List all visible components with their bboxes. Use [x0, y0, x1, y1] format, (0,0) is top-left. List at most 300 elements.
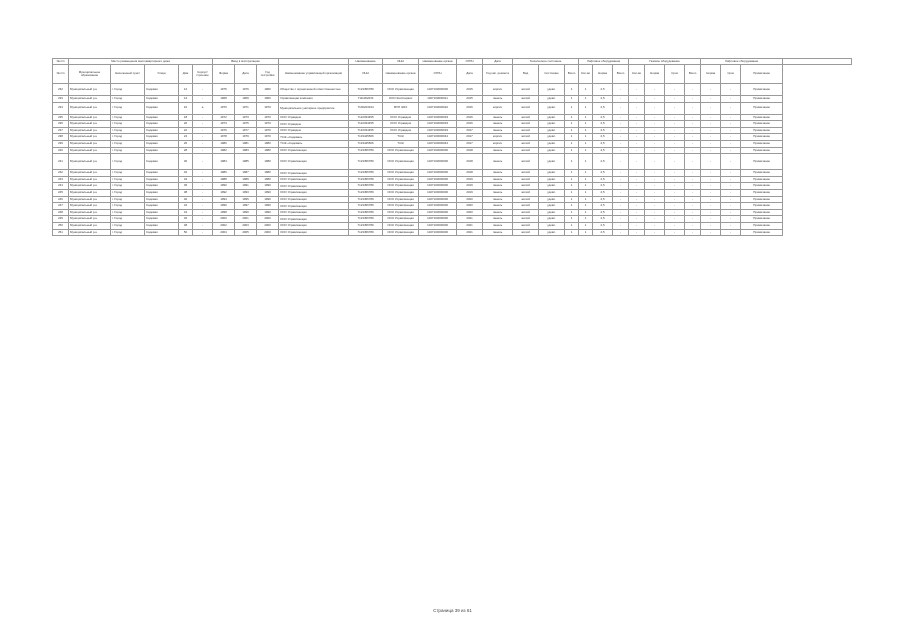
table-cell: - — [665, 216, 685, 223]
table-cell: - — [645, 102, 665, 114]
table-cell: г. Город — [111, 203, 145, 210]
table-cell: жилой — [513, 147, 539, 154]
table-cell: удовл. — [539, 222, 565, 229]
table-cell: 1987 — [235, 170, 257, 177]
table-cell: ООО Управляющая — [279, 209, 349, 216]
table-cell: Муниципальный р-н — [69, 140, 111, 147]
table-cell: Примечание — [741, 121, 783, 128]
table-cell: Муниципальный р-н — [69, 229, 111, 236]
table-cell: 1974 — [213, 121, 235, 128]
table-cell: г. Город — [111, 189, 145, 196]
table-cell: - — [613, 114, 629, 121]
table-cell: г. Город — [111, 229, 145, 236]
column-header-5: Корпус/строение — [193, 65, 213, 84]
column-header-2: Населенный пункт — [111, 65, 145, 84]
table-cell: Примечание — [741, 183, 783, 190]
table-cell: - — [721, 222, 741, 229]
column-header-22: Норма — [645, 65, 665, 84]
table-cell: - — [701, 196, 721, 203]
table-cell: - — [701, 216, 721, 223]
table-cell: Муниципальный р-н — [69, 134, 111, 141]
column-header-16: Состояние — [539, 65, 565, 84]
table-cell: - — [645, 222, 665, 229]
table-cell: - — [645, 203, 665, 210]
table-cell: 1 — [579, 154, 593, 170]
table-cell: г. Город — [111, 183, 145, 190]
table-cell: г. Город — [111, 209, 145, 216]
table-cell: - — [613, 229, 629, 236]
table-cell: - — [685, 84, 701, 96]
table-cell: 1 — [579, 189, 593, 196]
table-cell: - — [685, 203, 701, 210]
table-cell: 2,5 — [593, 229, 613, 236]
table-cell: 7123456789 — [349, 209, 383, 216]
table-cell: - — [721, 183, 741, 190]
table-cell: 1970 — [257, 121, 279, 128]
column-header-4: Дом — [179, 65, 193, 84]
table-cell: - — [629, 176, 645, 183]
table-cell: 1990 — [257, 183, 279, 190]
table-cell: 232 — [53, 84, 69, 96]
table-cell: 2003 — [235, 222, 257, 229]
table-cell: 2,5 — [593, 114, 613, 121]
table-cell: 1 — [579, 96, 593, 103]
table-cell: - — [645, 114, 665, 121]
table-row — [53, 84, 852, 96]
table-cell: 2,5 — [593, 154, 613, 170]
table-cell: удовл. — [539, 183, 565, 190]
table-cell: 22 — [179, 127, 193, 134]
table-cell: жилой — [513, 189, 539, 196]
table-cell: 34 — [179, 176, 193, 183]
table-cell: жилой — [513, 134, 539, 141]
table-cell: - — [193, 216, 213, 223]
table-cell: удовл. — [539, 170, 565, 177]
table-cell: 1 — [565, 222, 579, 229]
table-row — [53, 147, 852, 154]
table-cell: Примечание — [741, 209, 783, 216]
table-cell: 1975 — [235, 121, 257, 128]
table-cell: 1 — [579, 203, 593, 210]
table-cell: 1 — [565, 170, 579, 177]
header-group-g_ogrn: ОГРН — [457, 59, 483, 65]
table-cell: 32 — [179, 170, 193, 177]
column-header-15: Вид — [513, 65, 539, 84]
table-cell: 46 — [179, 216, 193, 223]
table-cell: 1971 — [235, 102, 257, 114]
table-cell: - — [613, 154, 629, 170]
table-cell: удовл. — [539, 147, 565, 154]
table-cell: 26 — [179, 140, 193, 147]
table-row — [53, 229, 852, 236]
table-cell: 7133445566 — [349, 134, 383, 141]
table-cell: - — [685, 114, 701, 121]
table-cell: 240 — [53, 147, 69, 154]
table-cell: 7123456789 — [349, 196, 383, 203]
table-cell: ООО Управдом — [279, 114, 349, 121]
table-cell: 2018 — [457, 170, 483, 177]
table-cell: - — [629, 189, 645, 196]
table-cell: - — [685, 140, 701, 147]
table-row — [53, 170, 852, 177]
table-row — [53, 127, 852, 134]
table-cell: 239 — [53, 140, 69, 147]
header-group-g_addr: Наименование — [349, 59, 383, 65]
table-cell: - — [685, 127, 701, 134]
table-cell: удовл. — [539, 114, 565, 121]
table-cell: 24 — [179, 134, 193, 141]
table-cell: - — [721, 121, 741, 128]
table-cell: - — [629, 114, 645, 121]
table-cell: - — [629, 209, 645, 216]
table-cell: - — [721, 170, 741, 177]
table-cell: 2001 — [235, 216, 257, 223]
table-cell: 2,5 — [593, 216, 613, 223]
table-cell: панель — [483, 196, 513, 203]
column-header-11: Наименование органа — [383, 65, 419, 84]
table-cell: Муниципальный р-н — [69, 121, 111, 128]
table-cell: Садовая — [145, 229, 179, 236]
table-cell: - — [685, 209, 701, 216]
table-cell: 2021 — [457, 216, 483, 223]
table-cell: - — [193, 176, 213, 183]
table-cell: ООО Управляющая — [383, 84, 419, 96]
table-cell: 1976 — [235, 84, 257, 96]
table-cell: 2,5 — [593, 222, 613, 229]
table-cell: 2,5 — [593, 147, 613, 154]
table-cell: удовл. — [539, 176, 565, 183]
table-cell: 1960 — [257, 84, 279, 96]
table-cell: удовл. — [539, 216, 565, 223]
table-cell: - — [721, 127, 741, 134]
table-cell: панель — [483, 127, 513, 134]
table-cell: 2020 — [457, 196, 483, 203]
table-cell: 244 — [53, 183, 69, 190]
table-cell: - — [645, 96, 665, 103]
page-footer: Страница 39 из 61 — [433, 608, 472, 613]
table-cell: г. Город — [111, 127, 145, 134]
table-cell: 7122334455 — [349, 127, 383, 134]
table-cell: ООО Управляющая — [279, 196, 349, 203]
table-cell: ООО Управляющая — [279, 183, 349, 190]
table-cell: г. Город — [111, 170, 145, 177]
table-cell: 1992 — [213, 189, 235, 196]
table-cell: - — [613, 189, 629, 196]
table-cell: - — [193, 121, 213, 128]
table-cell: ТСЖ «Садовая» — [279, 134, 349, 141]
table-cell: 1984 — [213, 154, 235, 170]
table-cell: 1027100000022 — [419, 102, 457, 114]
table-cell: 247 — [53, 203, 69, 210]
table-cell: ООО Управляющая — [279, 170, 349, 177]
table-cell: 235 — [53, 114, 69, 121]
table-cell: - — [629, 96, 645, 103]
table-cell: Муниципальный р-н — [69, 216, 111, 223]
table-cell: удовл. — [539, 189, 565, 196]
table-cell: жилой — [513, 229, 539, 236]
table-cell: ООО Управдом — [279, 121, 349, 128]
table-cell: - — [645, 121, 665, 128]
table-cell: 1027100000000 — [419, 147, 457, 154]
table-cell: - — [665, 114, 685, 121]
table-cell: - — [193, 170, 213, 177]
table-cell: ООО Управляющая — [383, 222, 419, 229]
table-cell: - — [645, 154, 665, 170]
table-cell: - — [721, 114, 741, 121]
table-cell: 2019 — [457, 183, 483, 190]
table-cell: 2015 — [457, 84, 483, 96]
table-cell: 1 — [565, 189, 579, 196]
table-cell: 2015 — [457, 96, 483, 103]
table-cell: Муниципальный р-н — [69, 203, 111, 210]
table-row — [53, 176, 852, 183]
table-cell: - — [721, 203, 741, 210]
table-cell: 2019 — [457, 176, 483, 183]
table-cell: 1 — [565, 96, 579, 103]
table-cell: панель — [483, 170, 513, 177]
table-cell: 245 — [53, 189, 69, 196]
table-cell: 36 — [179, 183, 193, 190]
table-row — [53, 183, 852, 190]
table-cell: 16 — [179, 102, 193, 114]
table-cell: 1970 — [257, 102, 279, 114]
table-cell: панель — [483, 229, 513, 236]
table-cell: 30 — [179, 154, 193, 170]
table-cell: - — [613, 209, 629, 216]
table-cell: жилой — [513, 176, 539, 183]
table-cell: удовл. — [539, 127, 565, 134]
table-cell: панель — [483, 147, 513, 154]
column-header-25: Норма — [701, 65, 721, 84]
table-cell: - — [629, 216, 645, 223]
table-cell: 250 — [53, 222, 69, 229]
table-cell: 2,5 — [593, 183, 613, 190]
table-cell: 2,5 — [593, 209, 613, 216]
column-header-27: Примечание — [741, 65, 783, 84]
table-cell: - — [685, 96, 701, 103]
table-cell: панель — [483, 203, 513, 210]
table-cell: 1027100000033 — [419, 114, 457, 121]
table-cell: - — [613, 216, 629, 223]
table-cell: - — [629, 84, 645, 96]
table-cell: - — [629, 147, 645, 154]
header-group-g_date: Дата — [483, 59, 513, 65]
table-cell: г. Город — [111, 222, 145, 229]
table-cell: 2018 — [457, 154, 483, 170]
table-cell: - — [193, 84, 213, 96]
table-cell: 7123456789 — [349, 189, 383, 196]
table-cell: Примечание — [741, 84, 783, 96]
table-cell: 2018 — [457, 147, 483, 154]
table-header — [53, 59, 852, 84]
table-cell: 1977 — [235, 127, 257, 134]
table-cell: удовл. — [539, 140, 565, 147]
table-cell: - — [701, 147, 721, 154]
table-cell: - — [645, 134, 665, 141]
column-header-7: Дата — [235, 65, 257, 84]
table-cell: Садовая — [145, 121, 179, 128]
table-cell: - — [665, 196, 685, 203]
header-group-g_place: Место размещения многоквартирного дома — [69, 59, 213, 65]
table-cell: 1 — [579, 127, 593, 134]
table-cell: 1997 — [235, 203, 257, 210]
table-cell: 1 — [579, 229, 593, 236]
table-cell: 1 — [579, 84, 593, 96]
table-cell: ООО ЖилСервис — [383, 96, 419, 103]
table-cell: 246 — [53, 196, 69, 203]
table-cell: - — [613, 147, 629, 154]
table-cell: - — [193, 140, 213, 147]
table-cell: 1989 — [235, 176, 257, 183]
table-cell: жилой — [513, 203, 539, 210]
table-cell: 1980 — [213, 140, 235, 147]
table-cell: - — [685, 121, 701, 128]
table-cell: удовл. — [539, 84, 565, 96]
table-cell: 2,5 — [593, 121, 613, 128]
table-cell: - — [629, 102, 645, 114]
table-cell: ООО Управляющая — [279, 189, 349, 196]
table-cell: 7123456789 — [349, 147, 383, 154]
table-cell: 7100223344 — [349, 102, 383, 114]
table-cell: Муниципальный р-н — [69, 147, 111, 154]
table-cell: 1972 — [213, 114, 235, 121]
table-cell: 1993 — [235, 189, 257, 196]
table-cell: - — [613, 102, 629, 114]
table-cell: ООО Управдом — [279, 127, 349, 134]
table-cell: 1979 — [235, 134, 257, 141]
table-cell: - — [721, 140, 741, 147]
table-cell: 1 — [579, 216, 593, 223]
table-cell: 1 — [565, 154, 579, 170]
column-header-8: Год постройки — [257, 65, 279, 84]
table-cell: 2016 — [457, 114, 483, 121]
table-cell: 50 — [179, 229, 193, 236]
table-cell: 38 — [179, 189, 193, 196]
table-cell: 1 — [565, 229, 579, 236]
table-cell: - — [193, 134, 213, 141]
table-cell: а — [193, 102, 213, 114]
table-cell: 1990 — [257, 203, 279, 210]
register-table — [52, 58, 852, 236]
column-header-14: Год кап. ремонта — [483, 65, 513, 84]
table-cell: - — [701, 84, 721, 96]
table-cell: 1970 — [257, 134, 279, 141]
table-cell: - — [193, 127, 213, 134]
table-cell: 1990 — [257, 209, 279, 216]
table-cell: 1027100000000 — [419, 222, 457, 229]
table-row — [53, 189, 852, 196]
table-cell: 233 — [53, 96, 69, 103]
table-cell: кирпич — [483, 140, 513, 147]
table-cell: МУП ЖКХ — [383, 102, 419, 114]
table-cell: жилой — [513, 96, 539, 103]
table-cell: 20 — [179, 121, 193, 128]
table-cell: 2,5 — [593, 189, 613, 196]
table-cell: 1 — [579, 114, 593, 121]
table-cell: 1981 — [235, 140, 257, 147]
table-cell: - — [701, 114, 721, 121]
column-header-10: ИНН — [349, 65, 383, 84]
table-cell: Примечание — [741, 229, 783, 236]
table-cell: 1 — [565, 147, 579, 154]
table-cell: 1027100000000 — [419, 170, 457, 177]
table-cell: Муниципальный р-н — [69, 183, 111, 190]
table-cell: - — [193, 183, 213, 190]
header-group-g_other: Лифтовое оборудование — [701, 59, 783, 65]
table-cell: г. Город — [111, 114, 145, 121]
table-cell: ООО Управляющая — [279, 176, 349, 183]
table-cell: - — [645, 189, 665, 196]
table-cell: 2,5 — [593, 140, 613, 147]
table-cell: 1985 — [235, 154, 257, 170]
table-cell: - — [629, 203, 645, 210]
table-cell: - — [645, 84, 665, 96]
table-cell: Садовая — [145, 189, 179, 196]
table-row — [53, 209, 852, 216]
table-cell: - — [721, 189, 741, 196]
table-cell: ТСЖ — [383, 134, 419, 141]
table-cell: - — [645, 140, 665, 147]
table-cell: - — [721, 96, 741, 103]
table-cell: г. Город — [111, 121, 145, 128]
table-cell: Садовая — [145, 203, 179, 210]
table-cell: ООО Управляющая — [383, 176, 419, 183]
table-cell: - — [665, 176, 685, 183]
table-cell: 1 — [579, 102, 593, 114]
table-cell: 1 — [565, 196, 579, 203]
table-cell: ООО Управляющая — [383, 216, 419, 223]
table-cell: 2,5 — [593, 203, 613, 210]
table-cell: жилой — [513, 114, 539, 121]
table-cell: - — [685, 154, 701, 170]
table-cell: - — [721, 102, 741, 114]
table-cell: жилой — [513, 170, 539, 177]
table-cell: 12 — [179, 84, 193, 96]
table-cell: панель — [483, 121, 513, 128]
header-group-g_tech2: Техническое состояние — [513, 59, 579, 65]
table-cell: 251 — [53, 229, 69, 236]
table-cell: - — [701, 229, 721, 236]
table-cell: - — [685, 176, 701, 183]
column-header-26: Срок — [721, 65, 741, 84]
table-cell: 7122334455 — [349, 121, 383, 128]
table-cell: 2,5 — [593, 176, 613, 183]
table-cell: ООО Управляющая — [279, 222, 349, 229]
table-cell: Садовая — [145, 127, 179, 134]
table-cell: 1970 — [213, 102, 235, 114]
table-cell: - — [629, 222, 645, 229]
header-group-g_org: Наименование органа — [419, 59, 457, 65]
column-header-17: Всего — [565, 65, 579, 84]
column-header-13: Дата — [457, 65, 483, 84]
table-cell: 1980 — [257, 154, 279, 170]
table-cell: 1975 — [213, 84, 235, 96]
table-cell: 243 — [53, 176, 69, 183]
table-cell: Примечание — [741, 127, 783, 134]
table-cell: Управляющая компания — [279, 96, 349, 103]
table-cell: ООО Управляющая — [279, 229, 349, 236]
table-cell: - — [629, 121, 645, 128]
header-group-g_gas: Газовое оборудование — [629, 59, 701, 65]
table-cell: 249 — [53, 216, 69, 223]
column-header-12: ОГРН — [419, 65, 457, 84]
table-cell: 1027100000000 — [419, 189, 457, 196]
table-cell: 44 — [179, 209, 193, 216]
table-row — [53, 196, 852, 203]
table-cell: 1 — [565, 84, 579, 96]
table-cell: Муниципальный р-н — [69, 196, 111, 203]
table-cell: 7123456789 — [349, 154, 383, 170]
